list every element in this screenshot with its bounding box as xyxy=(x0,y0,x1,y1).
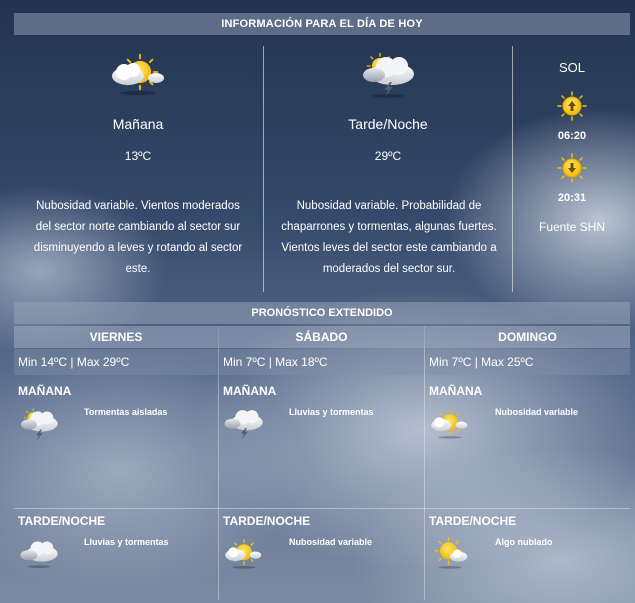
period-text: Nubosidad variable xyxy=(289,537,373,547)
period-text: Tormentas aisladas xyxy=(84,407,168,417)
divider xyxy=(512,46,513,292)
day-column xyxy=(219,326,424,600)
day-column xyxy=(14,326,218,600)
sun-label: SOL xyxy=(558,60,585,75)
period-text: Lluvias y tormentas xyxy=(289,407,374,417)
rain-cloud-icon xyxy=(16,534,62,577)
sunrise-icon xyxy=(556,90,588,127)
partly-cloudy-sun-icon xyxy=(427,404,473,447)
evening-temp: 29ºC xyxy=(374,149,402,163)
period-label: TARDE/NOCHE xyxy=(18,514,106,528)
storm-cloud-icon xyxy=(221,404,267,447)
period-text: Algo nublado xyxy=(495,537,553,547)
sun-panel xyxy=(514,36,630,294)
sunset-icon xyxy=(556,152,588,189)
today-morning xyxy=(14,36,262,294)
evening-description: Nubosidad variable. Probabilidad de chaparrones y tormentas, algunas fuertes. Vientos leves del sector este cambiando a moderados del sector sur. xyxy=(281,200,497,275)
evening-slot xyxy=(219,508,424,600)
sunrise-time: 06:20 xyxy=(557,130,587,142)
day-name: DOMINGO xyxy=(425,326,630,348)
sun-source: Fuente SHN xyxy=(538,220,606,234)
day-name: SÁBADO xyxy=(219,326,424,348)
extended-forecast xyxy=(14,302,630,600)
period-text: Nubosidad variable xyxy=(495,407,579,417)
storm-cloud-sun-icon xyxy=(16,404,62,447)
today-header: INFORMACIÓN PARA EL DÍA DE HOY xyxy=(14,13,630,35)
period-label: MAÑANA xyxy=(223,384,277,398)
partly-cloudy-sun-icon xyxy=(106,48,170,103)
row-divider xyxy=(14,508,630,509)
day-minmax: Min 7ºC | Max 25ºC xyxy=(425,349,630,375)
day-minmax: Min 7ºC | Max 18ºC xyxy=(219,349,424,375)
morning-slot xyxy=(219,378,424,508)
morning-temp: 13ºC xyxy=(124,149,152,163)
period-text: Lluvias y tormentas xyxy=(84,537,169,547)
today-panel xyxy=(14,36,630,294)
morning-description: Nubosidad variable. Vientos moderados del sector norte cambiando al sector sur disminuyendo a leves y rotando al sector este. xyxy=(33,200,243,275)
morning-slot xyxy=(14,378,218,508)
evening-title: Tarde/Noche xyxy=(348,116,428,132)
sunset-time: 20:31 xyxy=(557,192,587,204)
today-evening xyxy=(264,36,512,294)
storm-cloud-sun-icon xyxy=(356,48,420,103)
period-label: MAÑANA xyxy=(429,384,483,398)
day-name: VIERNES xyxy=(14,326,218,348)
mostly-sunny-icon xyxy=(427,534,473,577)
period-label: TARDE/NOCHE xyxy=(429,514,517,528)
morning-title: Mañana xyxy=(112,116,164,132)
period-label: MAÑANA xyxy=(18,384,72,398)
extended-header: PRONÓSTICO EXTENDIDO xyxy=(14,302,630,324)
period-label: TARDE/NOCHE xyxy=(223,514,311,528)
day-column xyxy=(425,326,630,600)
day-minmax: Min 14ºC | Max 29ºC xyxy=(14,349,218,375)
evening-slot xyxy=(425,508,630,600)
evening-slot xyxy=(14,508,218,600)
partly-cloudy-sun-icon xyxy=(221,534,267,577)
morning-slot xyxy=(425,378,630,508)
